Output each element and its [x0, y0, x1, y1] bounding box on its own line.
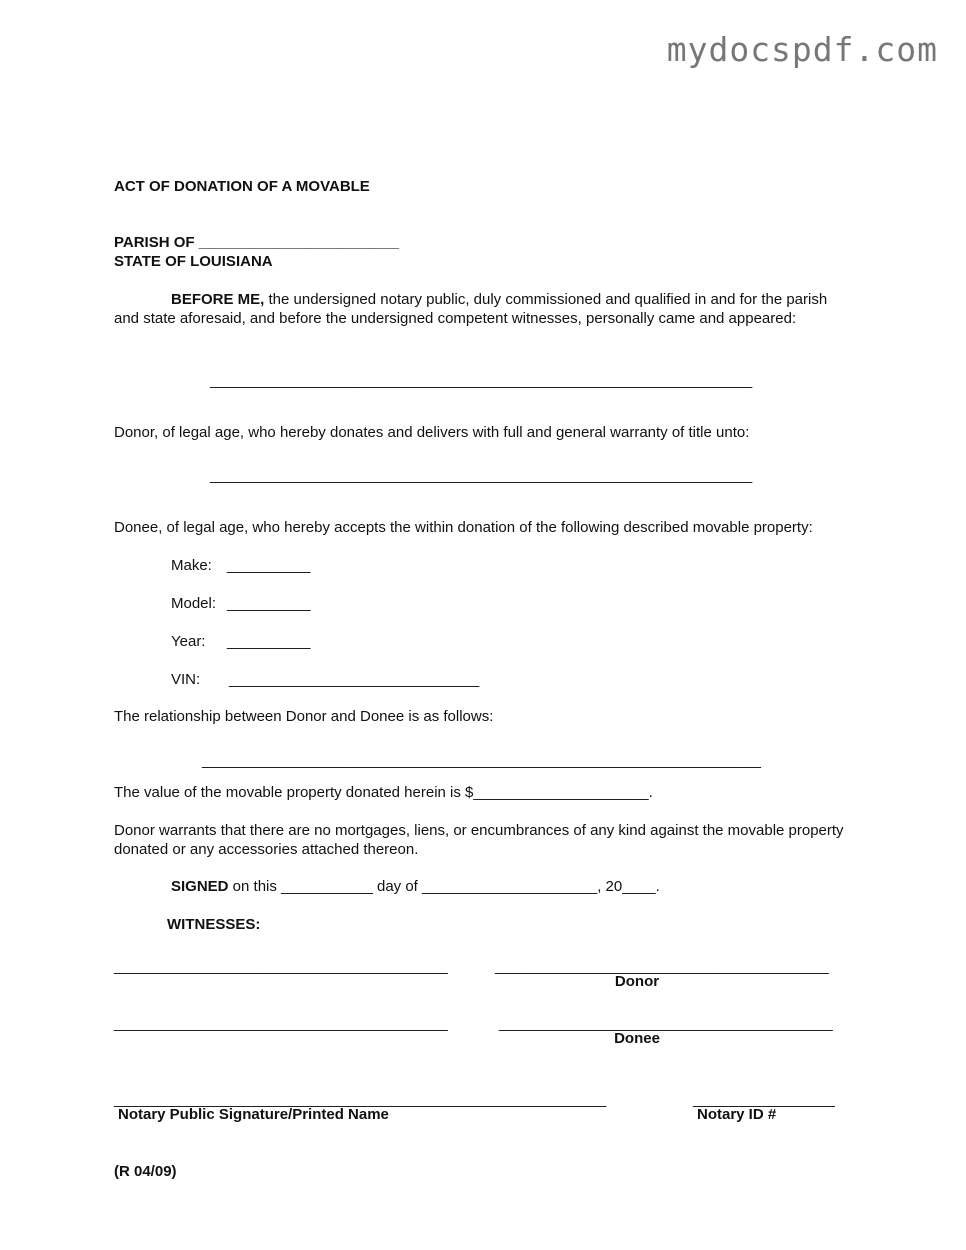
year-blank: __________	[227, 633, 311, 650]
donor-signature-blank: ________________________________________	[495, 958, 829, 975]
intro-text: the undersigned notary public, duly commissioned and qualified in and for the parish and state aforesaid, and before the undersigned competent witnesses, personally came and appeared:	[114, 291, 828, 327]
signed-text: on this ___________ day of _____________________, 20____.	[228, 878, 660, 895]
document-title: ACT OF DONATION OF A MOVABLE	[114, 178, 370, 195]
donee-paragraph: Donee, of legal age, who hereby accepts the within donation of the following described movable property:	[114, 519, 813, 536]
witness-1-blank: ________________________________________	[114, 958, 448, 975]
notary-id-blank: _________________	[693, 1091, 835, 1108]
relationship-blank: ___________________________________________________________________	[202, 752, 761, 769]
value-text: The value of the movable property donated herein is $_____________________.	[114, 784, 653, 801]
donor-label: Donor	[614, 973, 660, 990]
state-line: STATE OF LOUISIANA	[114, 253, 273, 270]
year-label: Year:	[171, 633, 206, 650]
donor-paragraph: Donor, of legal age, who hereby donates and delivers with full and general warranty of title unto:	[114, 424, 750, 441]
notary-label: Notary Public Signature/Printed Name	[118, 1106, 389, 1123]
notary-id-label: Notary ID #	[697, 1106, 777, 1123]
model-blank: __________	[227, 595, 311, 612]
watermark: mydocspdf.com	[666, 30, 938, 69]
model-label: Model:	[171, 595, 217, 612]
notary-signature-blank: ___________________________________________________________	[114, 1091, 607, 1108]
signed-lead: SIGNED	[171, 878, 229, 895]
donee-label: Donee	[614, 1030, 660, 1047]
donee-name-blank: _________________________________________________________________	[210, 467, 753, 484]
vin-label: VIN:	[171, 671, 201, 688]
donee-signature-blank: ________________________________________	[499, 1015, 833, 1032]
witness-2-blank: ________________________________________	[114, 1015, 448, 1032]
signed-line	[171, 877, 660, 896]
revision-code: (R 04/09)	[114, 1163, 177, 1180]
donor-name-blank: _________________________________________________________________	[210, 372, 753, 389]
make-blank: __________	[227, 557, 311, 574]
warrant-text: Donor warrants that there are no mortgages, liens, or encumbrances of any kind against the movable property donated or any accessories attached thereon.	[114, 822, 844, 858]
intro-lead: BEFORE ME,	[171, 291, 265, 308]
vin-blank: ______________________________	[229, 671, 480, 688]
parish-line: PARISH OF ________________________	[114, 234, 399, 251]
relationship-text: The relationship between Donor and Donee is as follows:	[114, 708, 494, 725]
witnesses-label: WITNESSES:	[167, 916, 261, 933]
make-label: Make:	[171, 557, 212, 574]
intro-paragraph	[114, 290, 854, 328]
